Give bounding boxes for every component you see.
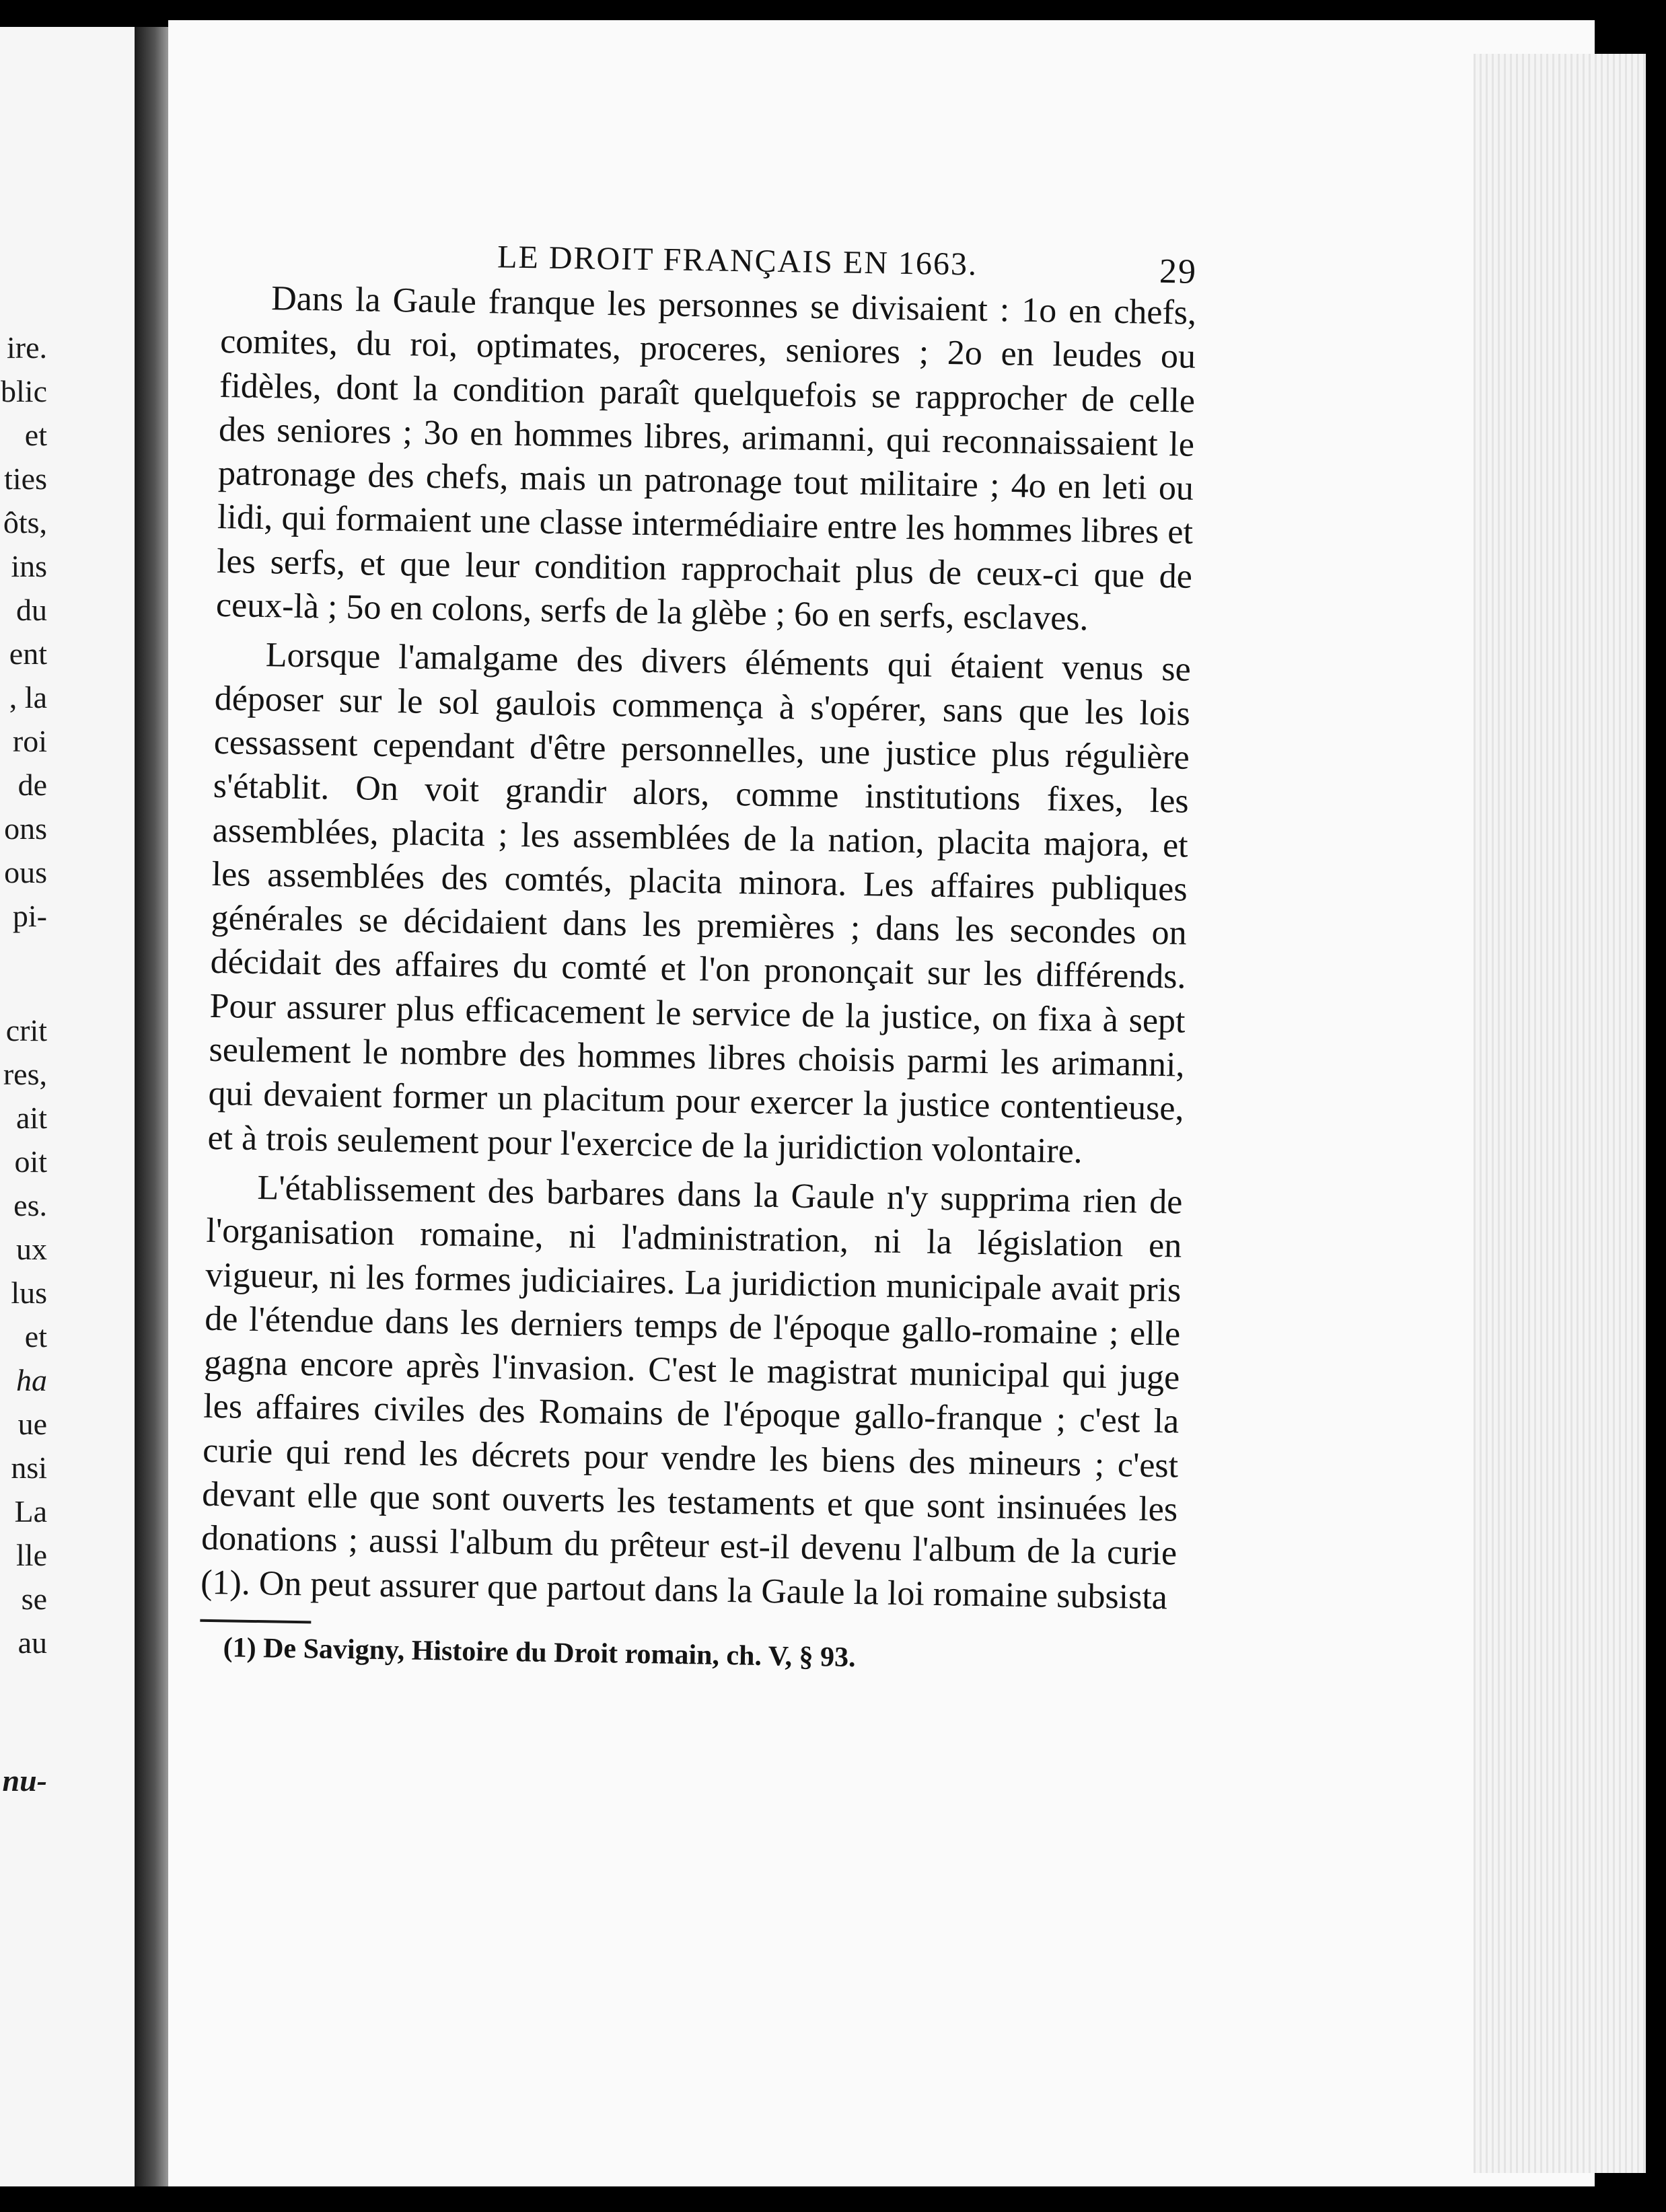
left-page-fragment: ue [17, 1407, 47, 1441]
left-page-fragment: La [14, 1494, 47, 1528]
footnote: (1) De Savigny, Histoire du Droit romain, ch. V, § 93. [223, 1632, 856, 1673]
left-page-fragment: de [17, 768, 47, 802]
paragraph: Dans la Gaule franque les personnes se divisaient : 1o en chefs, comites, du roi, optimates, proceres, seniores ; 2o en leudes ou fidèles, dont la condition paraît quelquefois se rapprocher de celle des seniores ; 3o en hommes libres, arimanni, qui reconnaissaient le patronage des chefs, mais un patronage tout militaire ; 4o en leti ou lidi, qui formaient une classe intermédiaire entre les hommes libres et les serfs, et que leur condition rapprochait plus de ceux-ci que de ceux-là ; 5o en colons, serfs de la glèbe ; 6o en serfs, esclaves. [215, 279, 1197, 638]
left-page-fragment: ons [4, 811, 47, 846]
left-page-fragment: nu- [2, 1763, 47, 1798]
left-page-fragment: blic [1, 374, 47, 408]
left-page-fragment: se [21, 1582, 47, 1616]
running-title: LE DROIT FRANÇAIS EN 1663. [497, 239, 978, 283]
left-page-fragment: pi- [12, 899, 47, 933]
left-page-fragment: res, [3, 1057, 47, 1091]
left-page-fragment: roi [12, 724, 47, 758]
left-page-fragment: ous [4, 855, 47, 889]
left-page-fragment: ait [16, 1101, 47, 1135]
left-page-fragment: ins [11, 549, 47, 583]
left-page-fragment: ties [4, 462, 47, 496]
left-page-fragment: , la [9, 680, 47, 714]
page-number: 29 [1159, 252, 1198, 291]
page-stack-edge [1474, 54, 1646, 2173]
left-page-fragment: ire. [6, 330, 47, 365]
left-page-fragment: et [24, 1319, 47, 1354]
left-page-fragment: du [16, 593, 47, 627]
left-page-fragment: ux [16, 1232, 47, 1266]
footnote-rule [200, 1619, 311, 1624]
book-gutter [135, 27, 168, 2186]
left-page-fragment: es. [13, 1188, 47, 1222]
left-page-fragment: ent [9, 636, 47, 671]
left-page-fragment: ôts, [3, 505, 47, 540]
left-page-fragment: lle [16, 1538, 47, 1572]
left-page-fragment: nsi [11, 1450, 47, 1485]
left-page-fragment: oit [14, 1144, 47, 1179]
left-page-fragment: et [24, 418, 47, 452]
left-page-edge [0, 27, 135, 2186]
paragraph: Lorsque l'amalgame des divers éléments qui étaient venus se déposer sur le sol gaulois commença à s'opérer, sans que les lois cessassent cependant d'être personnelles, une justice plus régulière s'établit. On voit grandir alors, comme institutions fixes, les assemblées, placita ; les assemblées de la nation, placita majora, et les assemblées des comtés, placita minora. Les affaires publiques générales se décidaient dans les premières ; dans les secondes on décidait des affaires du comté et l'on prononçait sur les différends. Pour assurer plus efficacement le service de la justice, on fixa à sept seulement le nombre des hommes libres choisis parmi les arimanni, qui devaient former un placitum pour exercer la justice contentieuse, et à trois seulement pour l'exercice de la juridiction volontaire. [207, 636, 1192, 1171]
left-page-fragment: lus [11, 1276, 47, 1310]
paragraph: L'établissement des barbares dans la Gaule n'y supprima rien de l'organisation romaine, ni l'administration, ni la législation en vigueur, ni les formes judiciaires. La juridiction municipale avait pris de l'étendue dans les derniers temps de l'époque gallo-romaine ; elle gagna encore après l'invasion. C'est le magistrat municipal qui juge les affaires civiles des Romains de l'époque gallo-franque ; c'est la curie qui rend les décrets pour vendre les biens des mineurs ; c'est devant elle que sont ouverts les testaments et que sont insinuées les donations ; aussi l'album du prêteur est-il devenu l'album de la curie (1). On peut assurer que partout dans la Gaule la loi romaine subsista [200, 1168, 1183, 1617]
left-page-fragment: crit [5, 1013, 47, 1047]
page-text-block [199, 222, 1197, 1679]
left-page-fragment: au [17, 1625, 47, 1660]
left-page-fragment: ha [16, 1363, 47, 1397]
